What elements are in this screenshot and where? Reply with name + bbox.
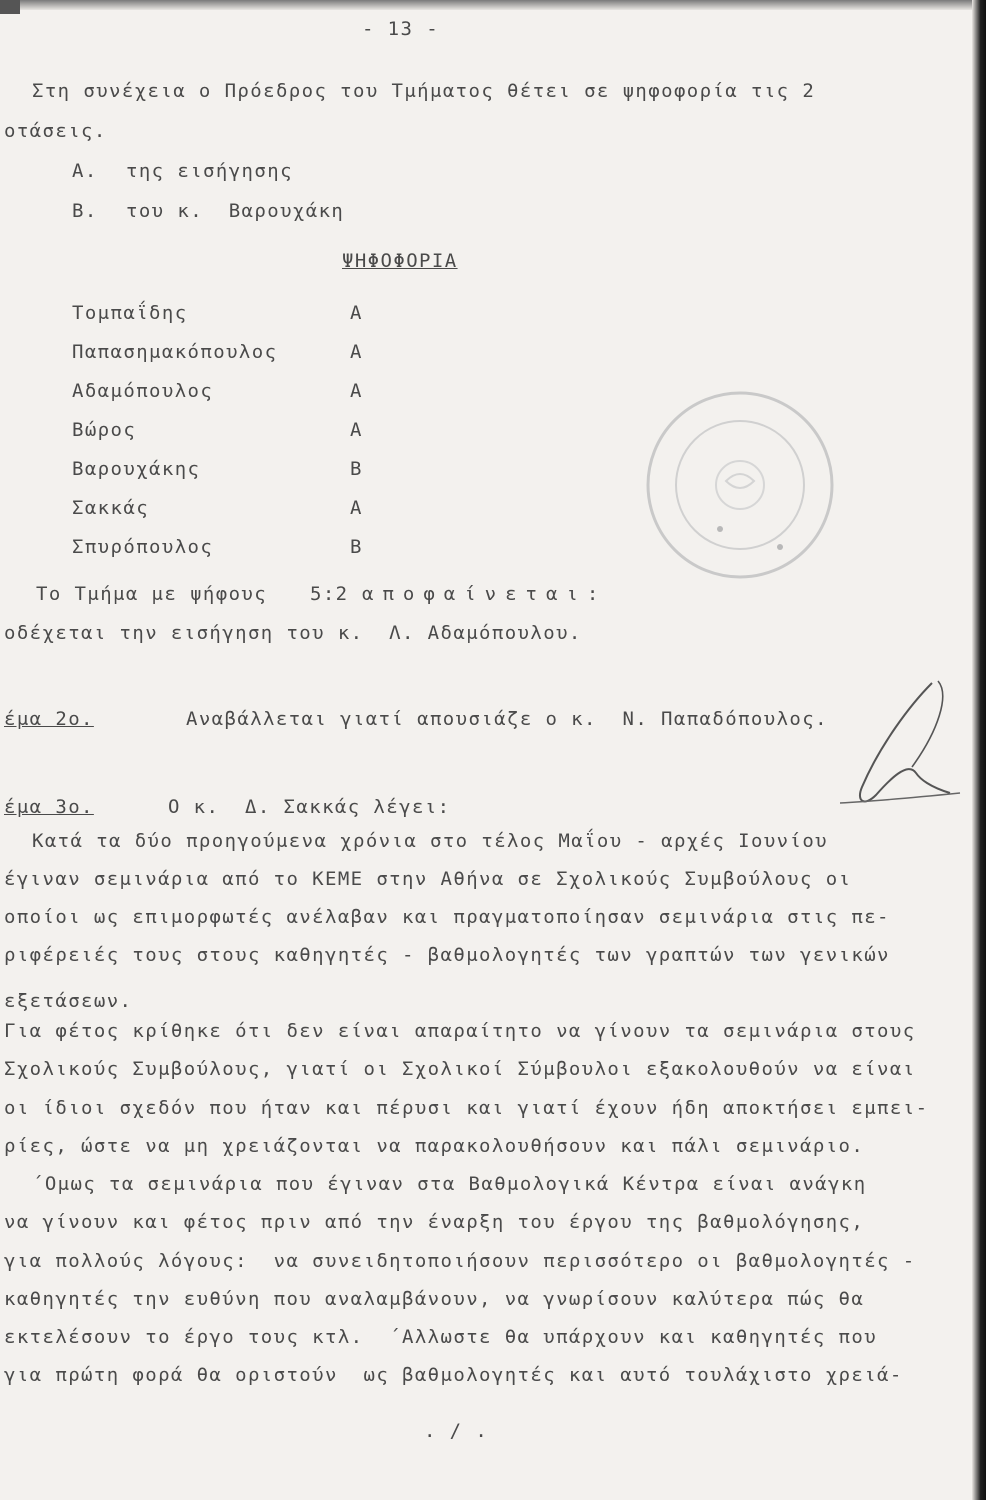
- voter-choice: Β: [350, 536, 363, 558]
- voter-name: Σακκάς: [72, 497, 150, 519]
- continuation-mark: . / .: [424, 1420, 489, 1442]
- body-line: εκτελέσουν το έργο τους κτλ. ΄Αλλωστε θα υπάρχουν και καθηγητές που: [4, 1326, 878, 1348]
- scan-edge-right: [972, 0, 986, 1500]
- paragraph-line: Στη συνέχεια ο Πρόεδρος του Τμήματος θέτει σε ψηφοφορία τις 2: [32, 80, 816, 102]
- body-line: ριφέρειές τους στους καθηγητές - βαθμολογητές των γραπτών των γενικών: [4, 944, 890, 966]
- body-line: ρίες, ώστε να μη χρειάζονται να παρακολουθήσουν και πάλι σεμινάριο.: [4, 1135, 865, 1157]
- body-line: οποίοι ως επιμορφωτές ανέλαβαν και πραγματοποίησαν σεμινάρια στις πε-: [4, 906, 890, 928]
- official-seal-stamp: [640, 385, 840, 585]
- body-line: ΄Ομως τα σεμινάρια που έγιναν στα Βαθμολογικά Κέντρα είναι ανάγκη: [32, 1173, 867, 1195]
- scan-corner-mark: [0, 0, 20, 14]
- body-line: οι ίδιοι σχεδόν που ήταν και πέρυσι και γιατί έχουν ήδη αποκτήσει εμπει-: [4, 1097, 929, 1119]
- voter-name: Τομπαΐδης: [72, 302, 188, 324]
- body-line: για πρώτη φορά θα οριστούν ως βαθμολογητές και αυτό τουλάχιστο χρειά-: [4, 1364, 903, 1386]
- scan-edge-top: [0, 0, 986, 10]
- vote-heading: ΨΗΦΟΦΟΡΙΑ: [342, 250, 458, 272]
- body-line: Κατά τα δύο προηγούμενα χρόνια στο τέλος Μαΐου - αρχές Ιουνίου: [32, 830, 829, 852]
- proposal-letter: Β.: [72, 200, 98, 222]
- body-line: Σχολικούς Συμβούλους, γιατί οι Σχολικοί Σύμβουλοι εξακολουθούν να είναι: [4, 1058, 916, 1080]
- body-line: εξετάσεων.: [4, 990, 133, 1012]
- body-line: καθηγητές την ευθύνη που αναλαμβάνουν, να γνωρίσουν καλύτερα πώς θα: [4, 1288, 865, 1310]
- handwritten-signature: [820, 675, 970, 825]
- paragraph-line: οτάσεις.: [4, 120, 107, 142]
- voter-choice: Α: [350, 341, 363, 363]
- voter-choice: Α: [350, 497, 363, 519]
- item3-label: έμα 3ο.: [4, 796, 94, 818]
- body-line: έγιναν σεμινάρια από το ΚΕΜΕ στην Αθήνα σε Σχολικούς Συμβούλους οι: [4, 868, 852, 890]
- voter-name: Παπασημακόπουλος: [72, 341, 278, 363]
- decision-line: οδέχεται την εισήγηση του κ. Λ. Αδαμόπουλου.: [4, 622, 582, 644]
- voter-choice: Α: [350, 380, 363, 402]
- body-line: Για φέτος κρίθηκε ότι δεν είναι απαραίτητο να γίνουν τα σεμινάρια στους: [4, 1020, 916, 1042]
- voter-choice: Α: [350, 302, 363, 324]
- voter-name: Σπυρόπουλος: [72, 536, 214, 558]
- item2-label: έμα 2ο.: [4, 708, 94, 730]
- voter-name: Βώρος: [72, 419, 137, 441]
- item2-text: Αναβάλλεται γιατί απουσιάζε ο κ. Ν. Παπαδόπουλος.: [186, 708, 828, 730]
- proposal-text: του κ. Βαρουχάκη: [126, 200, 345, 222]
- body-line: να γίνουν και φέτος πριν από την έναρξη του έργου της βαθμολόγησης,: [4, 1211, 865, 1233]
- voter-choice: Α: [350, 419, 363, 441]
- voter-name: Αδαμόπουλος: [72, 380, 214, 402]
- voter-choice: Β: [350, 458, 363, 480]
- voter-name: Βαρουχάκης: [72, 458, 201, 480]
- body-line: για πολλούς λόγους: να συνειδητοποιήσουν περισσότερο οι βαθμολογητές -: [4, 1250, 916, 1272]
- page-number: - 13 -: [362, 18, 440, 40]
- proposal-letter: Α.: [72, 160, 98, 182]
- proposal-text: της εισήγησης: [126, 160, 293, 182]
- item3-intro: Ο κ. Δ. Σακκάς λέγει:: [168, 796, 451, 818]
- decision-prefix: Το Τμήμα με ψήφους: [36, 583, 268, 605]
- decision-verb: αποφαίνεται:: [362, 583, 608, 605]
- decision-ratio: 5:2: [310, 583, 349, 605]
